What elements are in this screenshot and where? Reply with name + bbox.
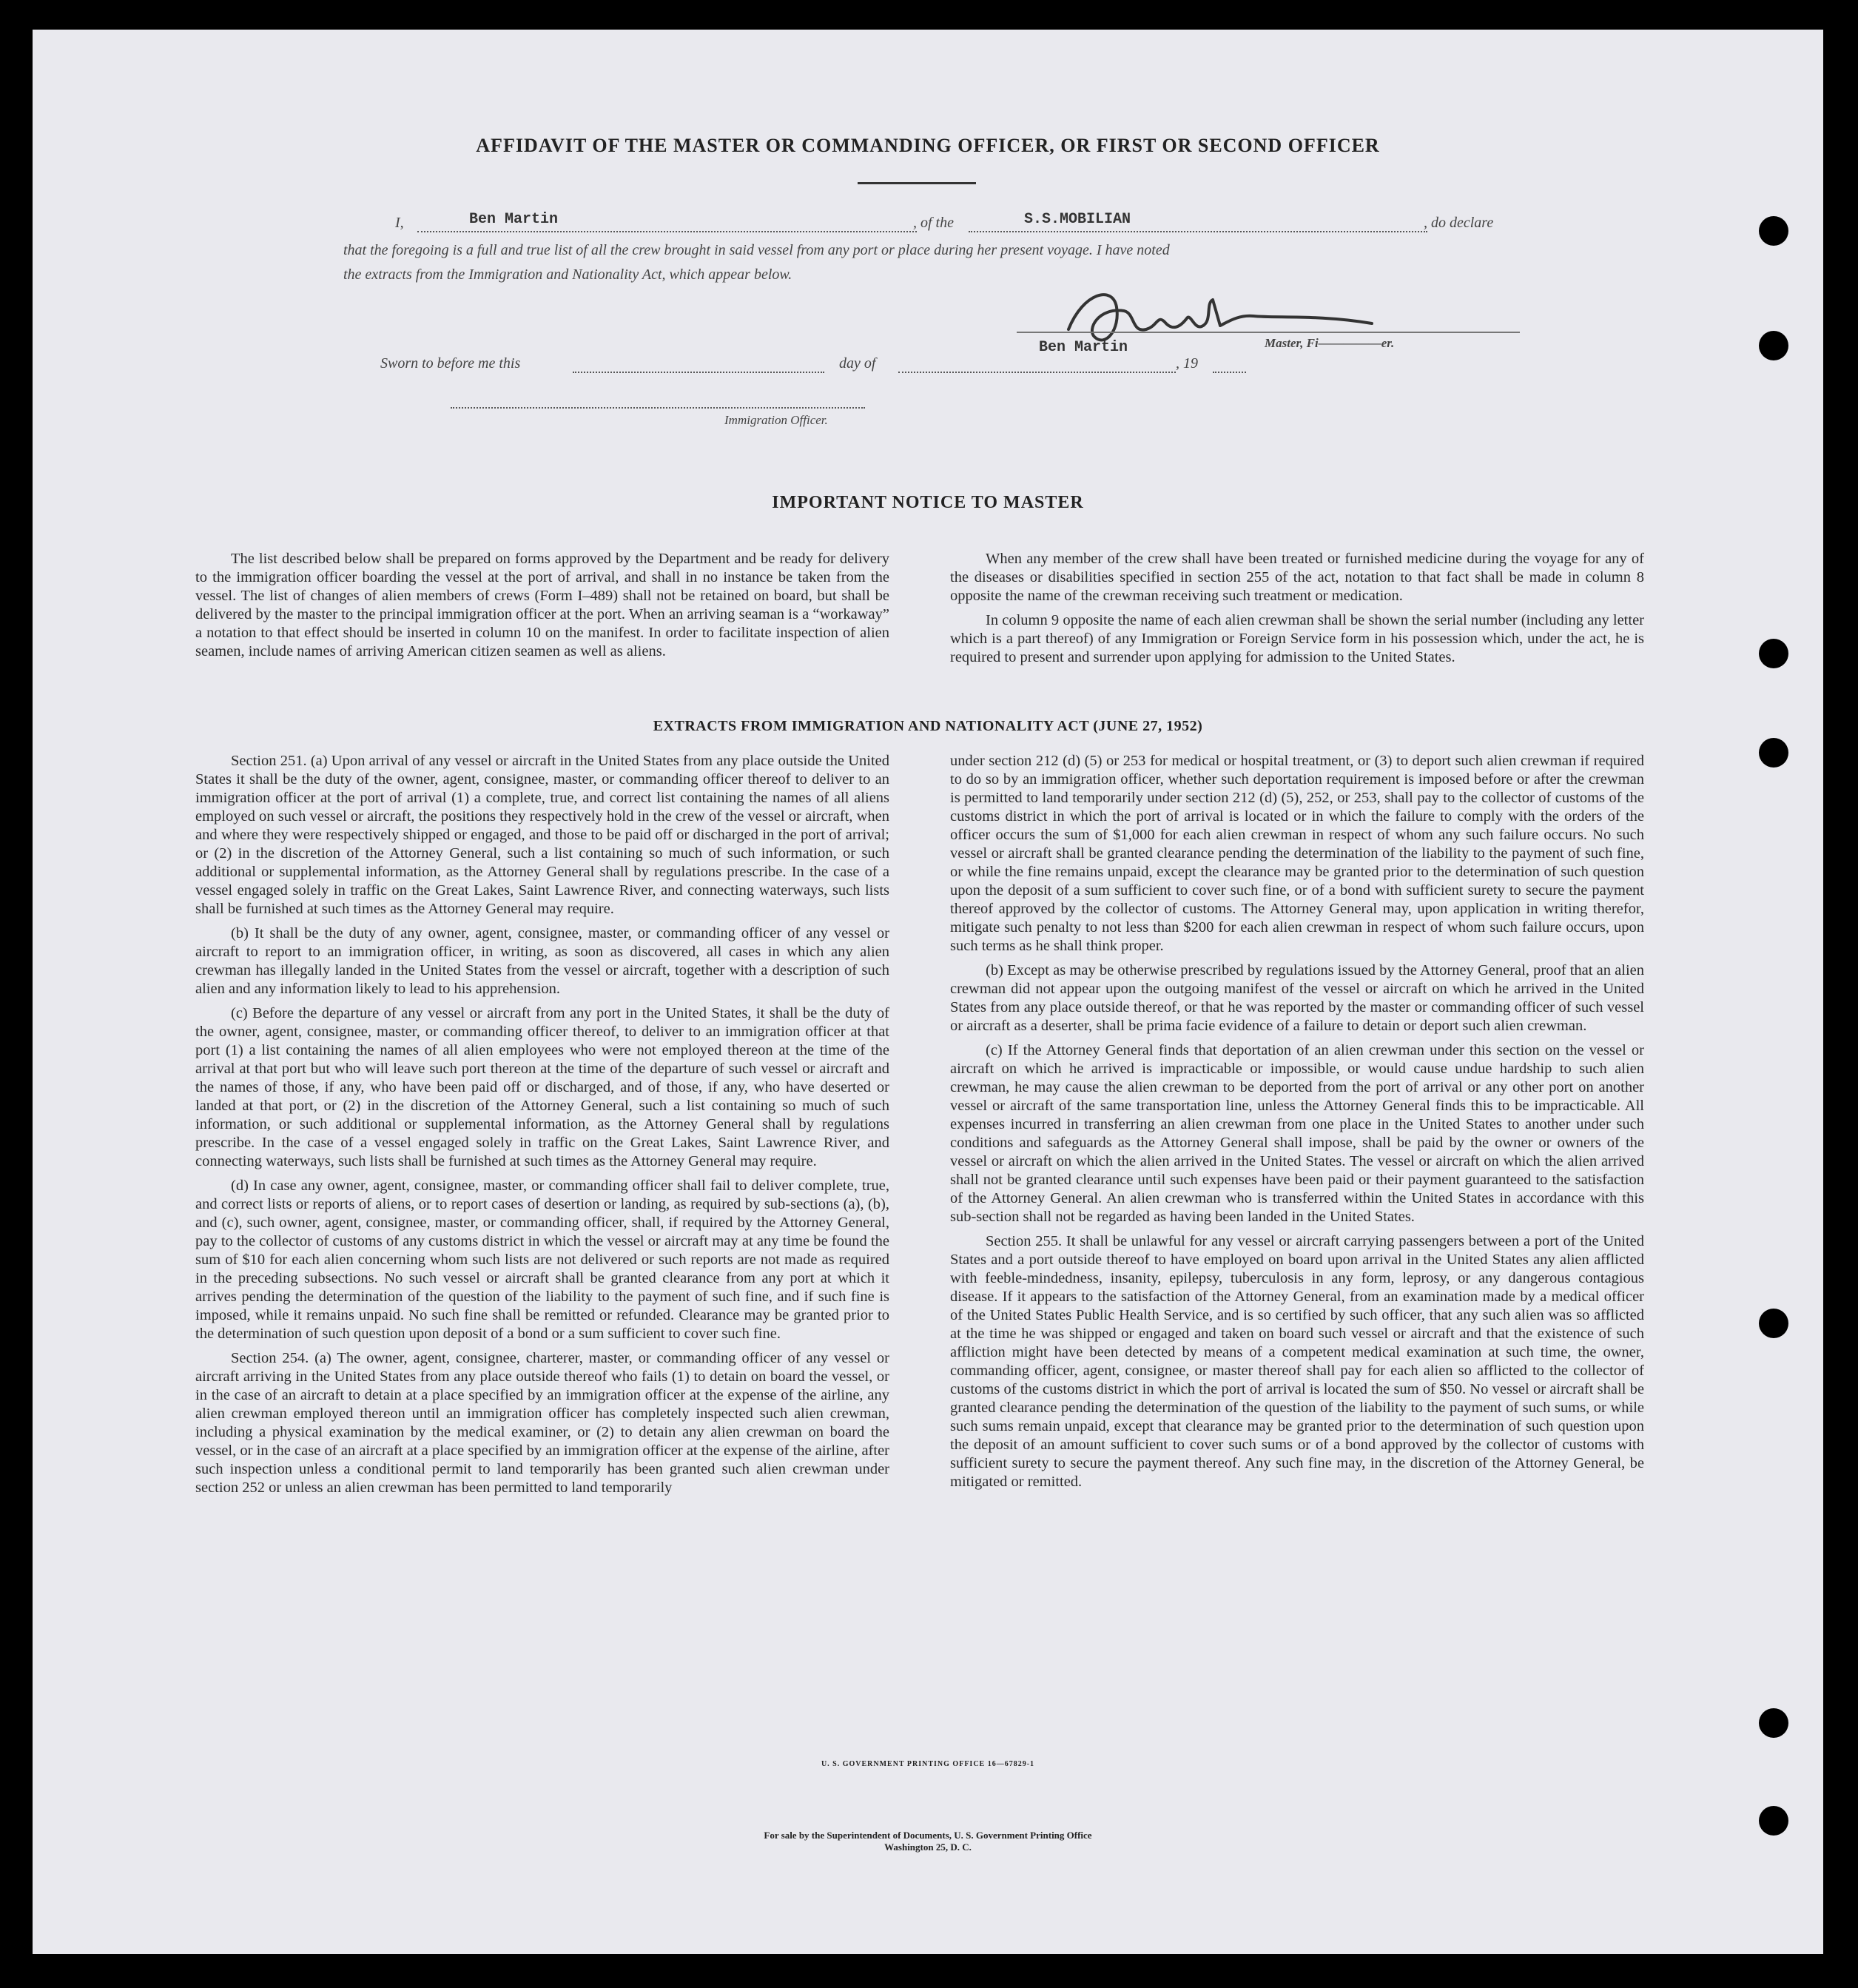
extract-paragraph: (c) If the Attorney General finds that deportation of an alien crewman under this section on the vessel or aircraft on which he arrived is impracticable or impossible, or would cause undue hardship to such alien crewman, he may cause the alien crewman to be deported from the port of arrival or any other port on another vessel or aircraft of the same transportation line, unless the Attorney General finds this to be impracticable. All expenses incurred in transferring an alien crewman from one place in the United States to another under such conditions and safeguards as the Attorney General shall impose, shall be paid by the owner or owners of the vessel or aircraft on which the alien arrived in the United States. The vessel or aircraft on which the alien arrived shall not be granted clearance until such expenses have been paid or their payment guaranteed to the satisfaction of the Attorney General. An alien crewman who is transferred within the United States in accordance with this sub-section shall not be regarded as having been landed in the United States.	[950, 1042, 1644, 1225]
typed-signature-name: Ben Martin	[1039, 339, 1128, 356]
sworn-day-line[interactable]	[573, 372, 824, 373]
i-label: I,	[395, 215, 404, 231]
extract-paragraph: under section 212 (d) (5) or 253 for medical or hospital treatment, or (3) to deport such alien crewman if required to do so by an immigration officer, whether such deportation requirement is imposed before or after the crewman is permitted to land temporarily under section 212 (d) (5), 252, or 253, shall pay to the collector of customs of the customs district in which the port of arrival is located or in which the failure to comply with the orders of the officer occurs the sum of $1,000 for each alien crewman in respect of whom any such failure occurs. No such vessel or aircraft shall be granted clearance pending the determination of the liability to the payment of such fine, or while the fine remains unpaid, except the clearance may be granted prior to the determination of such question upon the deposit of a sum sufficient to cover such fine, or of a bond with sufficient surety to secure the payment thereof approved by the collector of customs. The Attorney General may, upon application in writing therefor, mitigate such penalty to not less than $200 for each alien crewman in respect of whom such failure occurs, upon such terms as he shall think proper.	[950, 753, 1644, 954]
year-label: , 19	[1176, 355, 1198, 372]
notice-paragraph: When any member of the crew shall have been treated or furnished medicine during the voyage for any of the diseases or disabilities specified in section 255 of the act, notation to that fact shall be made in column 8 opposite the name of the crewman receiving such treatment or medication.	[950, 551, 1644, 604]
affidavit-title: AFFIDAVIT OF THE MASTER OR COMMANDING OFFICER, OR FIRST OR SECOND OFFICER	[476, 135, 1380, 156]
extracts-left-column	[195, 752, 889, 1503]
extract-paragraph: (c) Before the departure of any vessel or aircraft from any port in the United States, it shall be the duty of the owner, agent, consignee, master, or commanding officer thereof, to deliver to an immigration officer at that port (1) a list containing the names of all alien employees who were not employed thereon at the time of the arrival at that port but who will leave such port thereon at the time of the departure of such vessel or aircraft and the names of those, if any, who have been paid off or discharged, and of those, if any, who have deserted or landed at that port, or (2) in the discretion of the Attorney General, such a list containing so much of such information, or such additional or supplemental information, as the Attorney General shall by regulations prescribe. In the case of a vessel engaged solely in traffic on the Great Lakes, Saint Lawrence River, and connecting waterways, such lists shall be furnished at such times as the Attorney General may require.	[195, 1005, 889, 1169]
punch-hole	[1759, 1708, 1788, 1738]
punch-hole	[1759, 639, 1788, 668]
immigration-officer-line[interactable]	[451, 407, 865, 409]
day-of-label: day of	[839, 355, 876, 372]
punch-hole	[1759, 216, 1788, 246]
notice-right-column	[950, 550, 1644, 673]
extract-paragraph: Section 251. (a) Upon arrival of any vessel or aircraft in the United States from any place outside the United States it shall be the duty of the owner, agent, consignee, master, or commanding officer thereof to deliver to an immigration officer at the port of arrival (1) a complete, true, and correct list containing the names of all aliens employed on such vessel or aircraft, the positions they respectively hold in the crew of the vessel or aircraft, when and where they were respectively shipped or engaged, and those to be paid off or discharged in the port of arrival; or (2) in the discretion of the Attorney General, such a list containing so much of such information, or such additional or supplemental information, as the Attorney General shall by regulations prescribe. In the case of a vessel engaged solely in traffic on the Great Lakes, Saint Lawrence River, and connecting waterways, such lists shall be furnished at such times as the Attorney General may require.	[195, 753, 889, 917]
sworn-year-line[interactable]	[1213, 372, 1246, 373]
immigration-officer-label: Immigration Officer.	[724, 413, 828, 427]
printing-office-imprint: U. S. GOVERNMENT PRINTING OFFICE 16—67829-1	[821, 1760, 1035, 1768]
declaration-line-1: that the foregoing is a full and true list of all the crew brought in said vessel from any port or place during her present voyage. I have noted	[343, 242, 1170, 258]
sworn-month-line[interactable]	[898, 372, 1176, 373]
document-page	[33, 30, 1823, 1954]
declaration-line-2: the extracts from the Immigration and Nationality Act, which appear below.	[343, 266, 792, 283]
notice-paragraph: In column 9 opposite the name of each alien crewman shall be shown the serial number (including any letter which is a part thereof) of any Immigration or Foreign Service form in his possession which, under the act, he is required to present and surrender upon applying for admission to the United States.	[950, 612, 1644, 665]
extract-paragraph: (d) In case any owner, agent, consignee, master, or commanding officer shall fail to deliver complete, true, and correct lists or reports of aliens, or to report cases of desertion or landing, as required by sub-sections (a), (b), and (c), such owner, agent, consignee, master, or commanding officer, shall, if required by the Attorney General, pay to the collector of customs of any customs district in which the vessel or aircraft may at any time be found the sum of $10 for each alien concerning whom such lists are not delivered or such reports are not made as required in the preceding subsections. No such vessel or aircraft shall be granted clearance from any port at which it arrives pending the determination of the question of the liability to the payment of such fine, and if such fine is imposed, while it remains unpaid. No such fine shall be remitted or refunded. Clearance may be granted prior to the determination of such question upon deposit of a bond or a sum sufficient to cover such fine.	[195, 1178, 889, 1342]
extracts-right-column	[950, 752, 1644, 1497]
extract-paragraph: Section 255. It shall be unlawful for any vessel or aircraft carrying passengers between a port of the United States and a port outside thereof to have employed on board upon arrival in the United States any alien afflicted with feeble-mindedness, insanity, epilepsy, tuberculosis in any form, leprosy, or any dangerous contagious disease. If it appears to the satisfaction of the Attorney General, from an examination made by a medical officer of the United States Public Health Service, and is so certified by such officer, that any such alien was so afflicted at the time he was shipped or engaged and taken on board such vessel or aircraft and that the existence of such affliction might have been detected by means of a competent medical examination at such time, the owner, commanding officer, agent, consignee, or master thereof shall pay for each alien so afflicted to the collector of customs of the customs district in which the port of arrival is located the sum of $50. No vessel or aircraft shall be granted clearance pending the determination of the question of the liability to the payment of such sums, or while such sums remain unpaid, except that clearance may be granted prior to the determination of such question upon the deposit of an amount sufficient to cover such sums or of a bond approved by the collector of customs with sufficient surety to secure the payment thereof. Any such fine may, in the discretion of the Attorney General, be mitigated or remitted.	[950, 1233, 1644, 1490]
signature-line	[1017, 332, 1520, 333]
do-declare-label: , do declare	[1424, 215, 1494, 231]
punch-hole	[1759, 738, 1788, 768]
punch-hole	[1759, 331, 1788, 360]
notice-paragraph: The list described below shall be prepared on forms approved by the Department and be ready for delivery to the immigration officer boarding the vessel at the port of arrival, and shall in no instance be taken from the vessel. The list of changes of alien members of crews (Form I–489) shall not be retained on board, but shall be delivered by the master to the principal immigration officer at the port. When an arriving seaman is a “workaway” a notation to that effect should be inserted in column 10 on the manifest. In order to facilitate inspection of alien seamen, include names of arriving American citizen seamen as well as aliens.	[195, 551, 889, 659]
of-the-label: , of the	[913, 215, 954, 231]
sworn-label: Sworn to before me this	[380, 355, 521, 372]
extract-paragraph: (b) It shall be the duty of any owner, agent, consignee, master, or commanding officer of any vessel or aircraft to report to an immigration officer, in writing, as soon as discovered, all cases in which any alien crewman has illegally landed in the United States from the vessel or aircraft, together with a description of such alien and any information likely to lead to his apprehension.	[195, 925, 889, 997]
sale-notice-line-1: For sale by the Superintendent of Documents, U. S. Government Printing Office	[764, 1830, 1092, 1841]
signature-title: Master, Fi—————er.	[1265, 336, 1395, 350]
master-name-field[interactable]: Ben Martin	[469, 211, 559, 228]
extract-paragraph: Section 254. (a) The owner, agent, consignee, charterer, master, or commanding officer of any vessel or aircraft arriving in the United States from any place outside thereof who fails (1) to detain on board the vessel, or in the case of an aircraft to detain at a place specified by an immigration officer at the expense of the airline, any alien crewman employed thereon until an immigration officer has completely inspected such alien crewman, including a physical examination by the medical examiner, or (2) to detain any alien crewman on board the vessel, or in the case of an aircraft at a place specified by an immigration officer at the expense of the airline, after such inspection unless a conditional permit to land temporarily has been granted such alien crewman under section 252 or unless an alien crewman has been permitted to land temporarily	[195, 1350, 889, 1496]
vessel-name-field[interactable]: S.S.MOBILIAN	[1024, 211, 1131, 228]
extract-paragraph: (b) Except as may be otherwise prescribed by regulations issued by the Attorney General, proof that an alien crewman did not appear upon the outgoing manifest of the vessel or aircraft on which he arrived in the United States from any place outside thereof, or that he was reported by the master or commanding officer of such vessel or aircraft as a deserter, shall be prima facie evidence of a failure to detain or deport such alien crewman.	[950, 962, 1644, 1034]
title-rule	[858, 182, 976, 184]
notice-left-column	[195, 550, 889, 667]
punch-hole	[1759, 1309, 1788, 1338]
sale-notice-line-2: Washington 25, D. C.	[884, 1841, 972, 1853]
master-name-line	[417, 231, 917, 232]
notice-title: IMPORTANT NOTICE TO MASTER	[772, 493, 1084, 512]
extracts-title: EXTRACTS FROM IMMIGRATION AND NATIONALITY ACT (JUNE 27, 1952)	[653, 718, 1203, 734]
vessel-name-line	[969, 231, 1427, 232]
